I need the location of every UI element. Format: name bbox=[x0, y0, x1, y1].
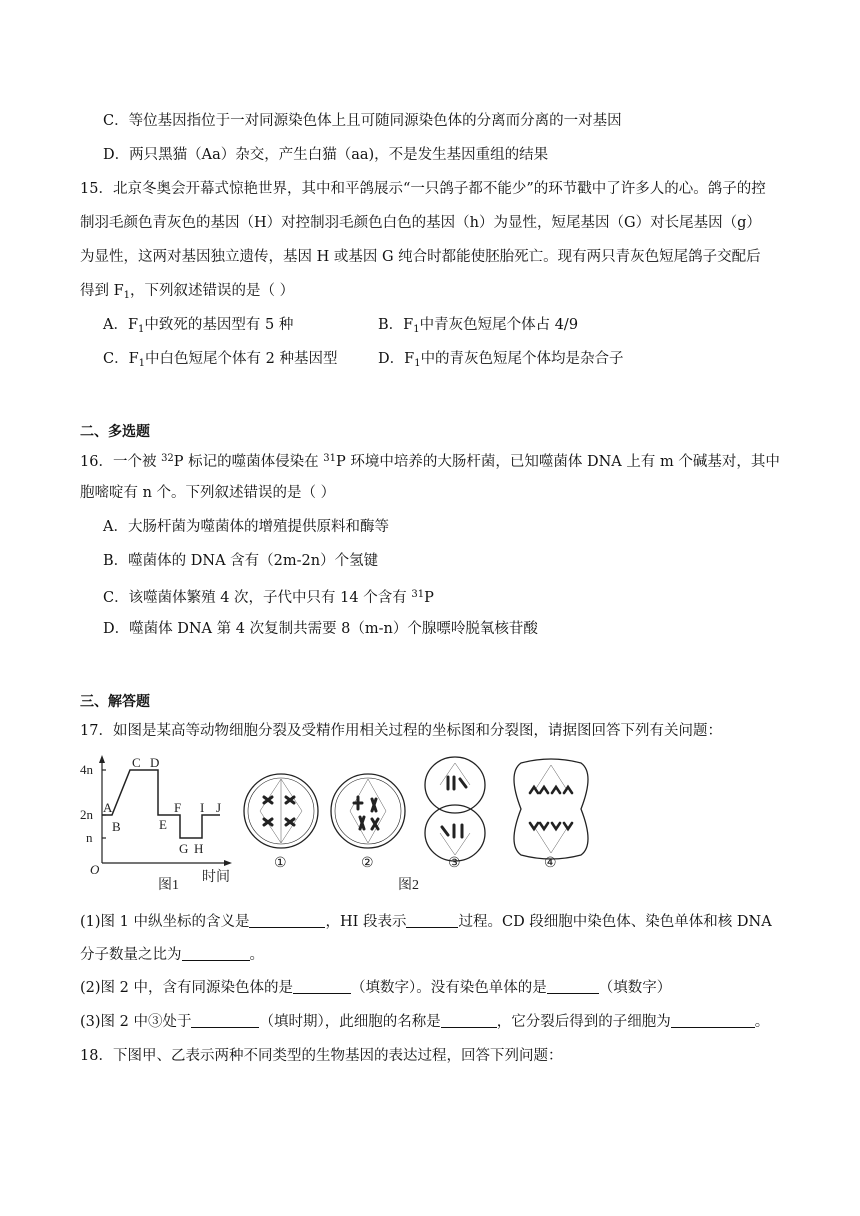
figure-2-cell-diagrams bbox=[244, 757, 588, 861]
q15-option-a-pre: A．F bbox=[103, 317, 139, 333]
q16-option-a: A．大肠杆菌为噬菌体的增殖提供原料和酶等 bbox=[103, 519, 389, 535]
q15-option-a-post: 中致死的基因型有 5 种 bbox=[144, 317, 294, 333]
q17-p1-d: 分子数量之比为 bbox=[80, 947, 182, 963]
q17-p1-c: 过程。CD 段细胞中染色体、染色单体和核 DNA bbox=[458, 914, 772, 930]
q17-p3-c: ，它分裂后得到的子细胞为 bbox=[496, 1014, 671, 1030]
q17-p1-e: 。 bbox=[249, 947, 264, 963]
q15-option-d bbox=[378, 349, 624, 374]
fig1-point-j: J bbox=[216, 800, 222, 815]
q16-option-c-post: P bbox=[424, 590, 434, 606]
fig1-caption: 图1 bbox=[158, 878, 179, 893]
q16-sup-32: 32 bbox=[161, 453, 174, 464]
fig1-point-g: G bbox=[179, 841, 189, 856]
q15-stem-sub: 1 bbox=[123, 290, 131, 301]
q15-option-b-pre: B．F bbox=[378, 317, 414, 333]
fig1-y-label-2n: 2n bbox=[80, 807, 93, 822]
cell-4-diagram bbox=[514, 759, 588, 859]
q17-p2-a: (2)图 2 中，含有同源染色体的是 bbox=[80, 980, 293, 996]
fig1-y-label-4n: 4n bbox=[80, 762, 93, 777]
fig2-cell-label-2: ② bbox=[361, 856, 374, 871]
q17-p2-b: （填数字）。没有染色单体的是 bbox=[350, 980, 547, 996]
q16-option-b: B．噬菌体的 DNA 含有（2m-2n）个氢键 bbox=[103, 553, 379, 569]
q15-option-d-pre: D．F bbox=[378, 351, 415, 367]
cell-1-diagram bbox=[244, 774, 318, 848]
q15-stem-line-3: 为显性，这两对基因独立遗传，基因 H 或基因 G 纯合时都能使胚胎死亡。现有两只青灰色短尾鸽子交配后 bbox=[80, 249, 761, 265]
fig1-point-b: B bbox=[112, 819, 121, 834]
answer-blank-6[interactable] bbox=[191, 1013, 259, 1028]
fig1-point-f: F bbox=[174, 800, 182, 815]
q15-stem-line-2: 制羽毛颜色青灰色的基因（H）对控制羽毛颜色白色的基因（h）为显性，短尾基因（G）对长尾基因（g） bbox=[80, 215, 761, 231]
answer-blank-5[interactable] bbox=[547, 979, 599, 994]
fig1-point-d: D bbox=[150, 755, 160, 770]
fig1-point-c: C bbox=[132, 755, 141, 770]
q17-figures bbox=[80, 755, 780, 895]
fig1-point-i: I bbox=[200, 800, 205, 815]
fig1-point-h: H bbox=[194, 841, 204, 856]
q15-stem-4b: ，下列叙述错误的是（ ） bbox=[130, 283, 295, 299]
q15-option-a bbox=[103, 315, 293, 340]
q16-stem-line-1 bbox=[80, 449, 780, 472]
q17-stem: 17．如图是某高等动物细胞分裂及受精作用相关过程的坐标图和分裂图，请据图回答下列有关问题： bbox=[80, 723, 722, 739]
figure-1-coordinate-graph bbox=[99, 755, 232, 866]
section-heading-answer-questions: 三、解答题 bbox=[80, 694, 150, 710]
q17-p1-a: (1)图 1 中纵坐标的含义是 bbox=[80, 914, 250, 930]
fig1-y-label-n: n bbox=[86, 830, 93, 845]
fig1-x-arrow bbox=[224, 860, 232, 866]
answer-blank-2[interactable] bbox=[406, 913, 458, 928]
fig2-cell-label-3: ③ bbox=[448, 856, 461, 871]
q16-sup-31: 31 bbox=[323, 453, 337, 464]
q17-p2-c: （填数字） bbox=[598, 980, 672, 996]
q17-figure-svg bbox=[80, 755, 780, 895]
answer-blank-7[interactable] bbox=[441, 1013, 497, 1028]
q14-option-d: D．两只黑猫（Aa）杂交，产生白猫（aa)，不是发生基因重组的结果 bbox=[103, 147, 549, 163]
q16-option-d: D．噬菌体 DNA 第 4 次复制共需要 8（m-n）个腺嘌呤脱氧核苷酸 bbox=[103, 621, 538, 637]
q15-option-c-pre: C．F bbox=[103, 351, 139, 367]
q15-option-a-sub: 1 bbox=[138, 324, 145, 335]
fig1-origin: O bbox=[90, 862, 100, 877]
fig1-y-arrow bbox=[99, 755, 105, 763]
q15-stem-line-1: 15．北京冬奥会开幕式惊艳世界，其中和平鸽展示“一只鸽子都不能少”的环节戳中了许多人的心。鸽子的控 bbox=[80, 181, 766, 197]
fig1-x-label: 时间 bbox=[202, 870, 230, 885]
section-heading-multiple-choice: 二、多选题 bbox=[80, 424, 150, 440]
fig1-point-a: A bbox=[103, 800, 113, 815]
q17-p3-a: (3)图 2 中③处于 bbox=[80, 1014, 192, 1030]
q15-option-c-sub: 1 bbox=[138, 358, 146, 369]
q17-part2 bbox=[80, 978, 671, 998]
q17-p3-b: （填时期），此细胞的名称是 bbox=[259, 1014, 441, 1030]
q16-option-c-sup: 31 bbox=[411, 589, 425, 600]
q15-option-b-sub: 1 bbox=[413, 324, 420, 335]
q15-stem-line-4 bbox=[80, 281, 294, 306]
fig1-point-e: E bbox=[159, 817, 167, 832]
q17-part1-line-2 bbox=[80, 945, 264, 965]
cell-3-diagram bbox=[425, 757, 485, 861]
q15-option-c bbox=[103, 349, 337, 374]
q16-stem-line-2: 胞嘧啶有 n 个。下列叙述错误的是（ ） bbox=[80, 485, 336, 501]
answer-blank-1[interactable] bbox=[249, 913, 325, 928]
fig2-cell-label-4: ④ bbox=[544, 856, 557, 871]
answer-blank-8[interactable] bbox=[671, 1013, 755, 1028]
q15-stem-4a: 得到 F bbox=[80, 283, 124, 299]
cell-2-diagram bbox=[331, 774, 405, 848]
q14-option-c: C．等位基因指位于一对同源染色体上且可随同源染色体的分离而分离的一对基因 bbox=[103, 113, 622, 129]
answer-blank-3[interactable] bbox=[182, 946, 250, 961]
q18-stem: 18．下图甲、乙表示两种不同类型的生物基因的表达过程，回答下列问题： bbox=[80, 1048, 563, 1064]
q15-option-b bbox=[378, 315, 578, 340]
q16-option-c-pre: C．该噬菌体繁殖 4 次，子代中只有 14 个含有 bbox=[103, 590, 412, 606]
fig2-caption: 图2 bbox=[398, 878, 419, 893]
q15-option-d-post: 中的青灰色短尾个体均是杂合子 bbox=[420, 351, 624, 367]
q15-option-d-sub: 1 bbox=[414, 358, 421, 369]
q16-option-c bbox=[103, 585, 434, 608]
q16-stem-pre: 16．一个被 bbox=[80, 454, 162, 470]
q17-p3-d: 。 bbox=[754, 1014, 770, 1030]
q15-option-b-post: 中青灰色短尾个体占 4/9 bbox=[419, 317, 579, 333]
q17-part1-line-1 bbox=[80, 912, 772, 932]
q17-part3 bbox=[80, 1012, 769, 1032]
q16-stem-post: P 环境中培养的大肠杆菌，已知噬菌体 DNA 上有 m 个碱基对，其中 bbox=[336, 454, 780, 470]
q16-stem-mid: P 标记的噬菌体侵染在 bbox=[173, 454, 324, 470]
q17-p1-b: ，HI 段表示 bbox=[325, 914, 407, 930]
fig2-cell-label-1: ① bbox=[274, 856, 287, 871]
q15-option-c-post: 中白色短尾个体有 2 种基因型 bbox=[145, 351, 338, 367]
answer-blank-4[interactable] bbox=[293, 979, 351, 994]
